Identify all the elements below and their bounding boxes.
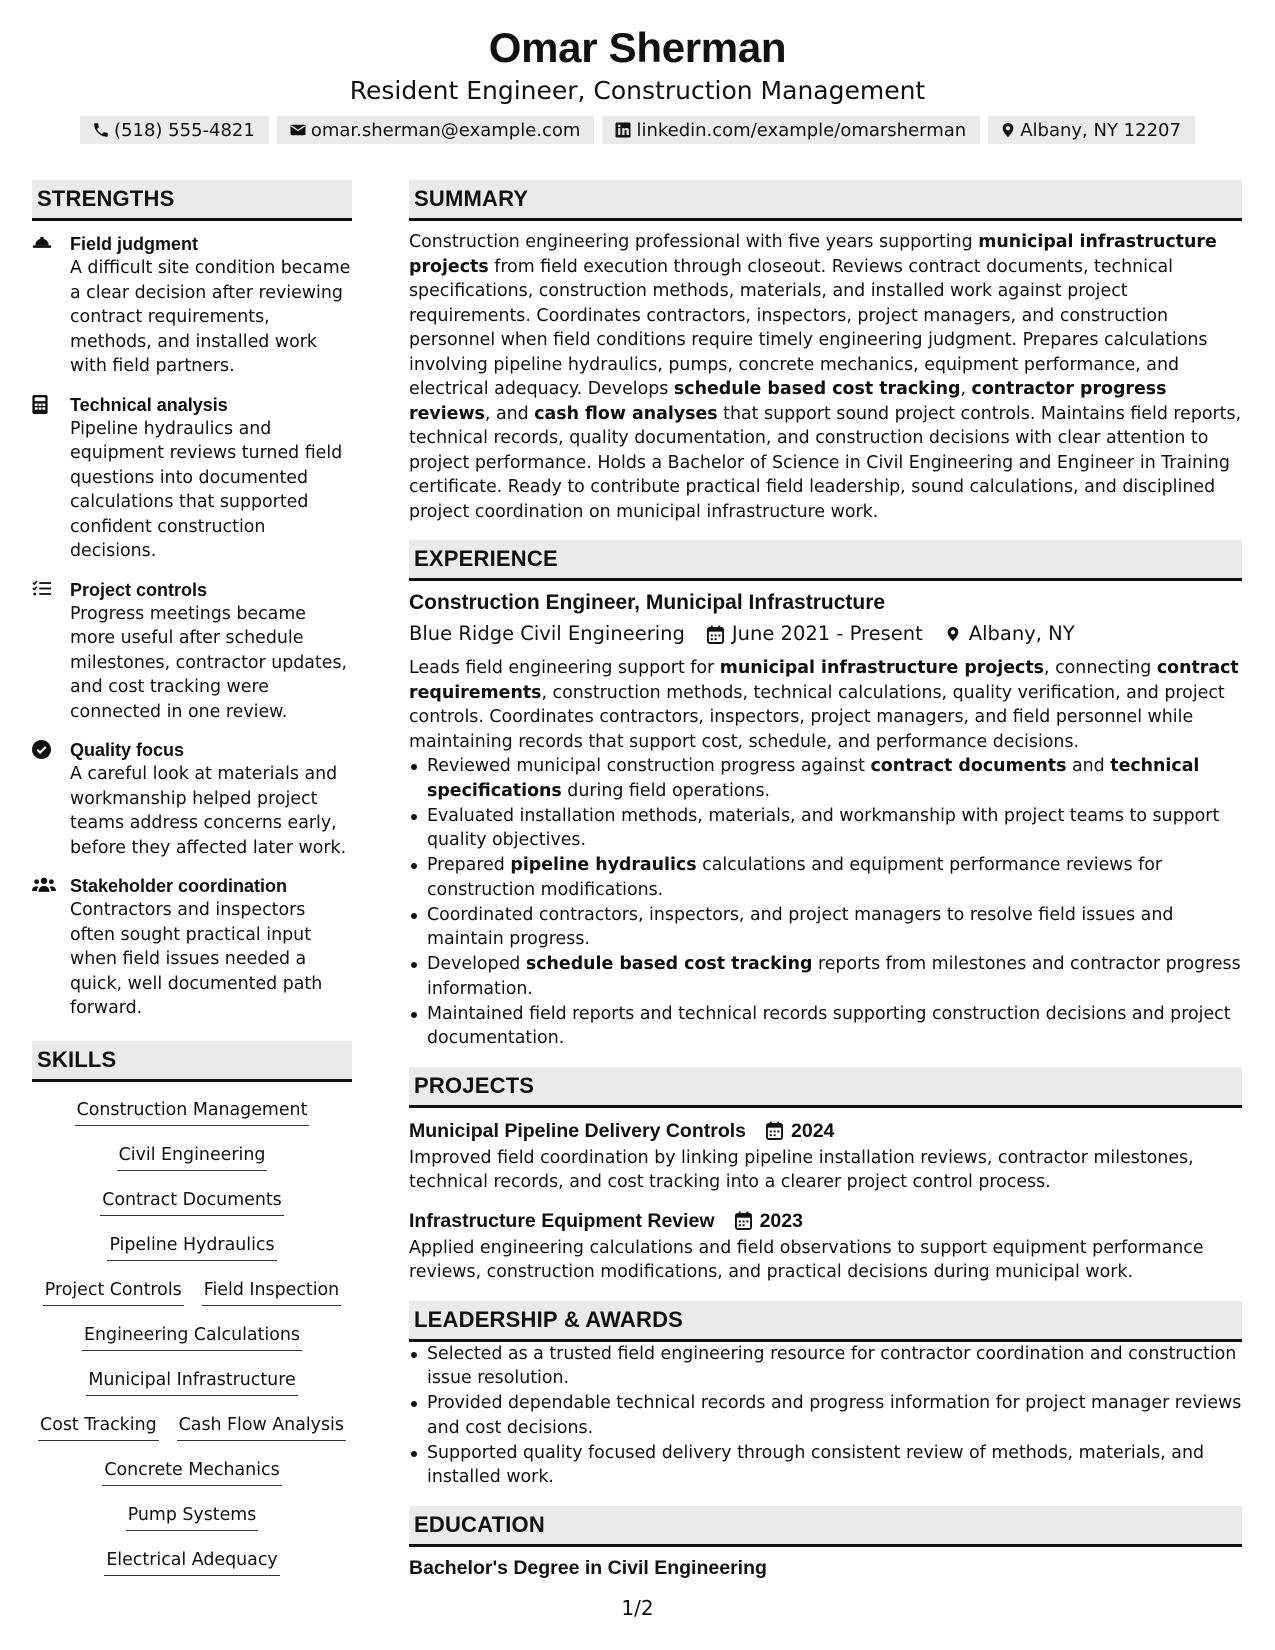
experience-heading: EXPERIENCE [409,540,1242,581]
skill-tag: Concrete Mechanics [102,1458,281,1486]
strength-item [32,738,352,860]
hard-hat-icon [32,234,52,250]
resume-header [0,22,1275,144]
leadership-list [409,1342,1242,1490]
list-item: Maintained field reports and technical records supporting construction decisions and project documentation. [409,1002,1242,1051]
phone-text: (518) 555-4821 [114,119,255,141]
candidate-name: Omar Sherman [488,24,787,71]
list-item: Evaluated installation methods, materials, and workmanship with project teams to support quality objectives. [409,804,1242,853]
project-item [409,1208,1242,1285]
project-year: 2023 [759,1209,803,1232]
phone-icon [92,121,110,139]
strength-item [32,578,352,725]
strength-title: Project controls [70,579,208,600]
candidate-role: Resident Engineer, Construction Management [349,76,926,105]
skill-tag: Pump Systems [126,1503,259,1531]
contact-phone[interactable] [80,116,269,144]
envelope-icon [289,121,307,139]
skill-tag: Pipeline Hydraulics [107,1233,276,1261]
job-company: Blue Ridge Civil Engineering [409,622,685,645]
job-meta [409,620,1242,648]
skill-tag: Engineering Calculations [82,1323,302,1351]
project-text: Improved field coordination by linking pipeline installation reviews, contractor milestones, technical records, and cost tracking into a clearer project control process. [409,1147,1194,1192]
job-bullets [409,754,1242,1051]
strength-title: Technical analysis [70,394,228,415]
calendar-icon [766,1121,783,1140]
calculator-icon [32,395,48,414]
project-text: Applied engineering calculations and field observations to support equipment performance reviews, construction modifications, and practical decisions during municipal work. [409,1237,1204,1282]
calendar-icon [735,1211,752,1230]
strength-title: Field judgment [70,234,198,254]
project-title: Municipal Pipeline Delivery Controls [409,1119,746,1142]
strength-title: Stakeholder coordination [70,876,288,896]
skill-tag: Field Inspection [202,1278,342,1306]
project-year: 2024 [791,1119,835,1142]
projects-list [409,1118,1242,1285]
skill-tag: Contract Documents [100,1188,284,1216]
project-title: Infrastructure Equipment Review [409,1209,715,1232]
skills-list [32,1098,352,1593]
strength-item [32,874,352,1021]
summary-text: Construction engineering professional with five years supporting municipal infrastructure projects from field execution through closeout. Reviews contract documents, technical specifications, construction methods, materials, and installed work against project requirements. Coordinates contractors, inspectors, project managers, and construction personnel when field conditions require timely engineering judgment. Prepares calculations involving pipeline hydraulics, pumps, concrete mechanics, equipment performance, and electrical adequacy. Develops schedule based cost tracking, contractor progress reviews, and cash flow analyses that support sound project controls. Maintains field reports, technical records, quality documentation, and construction decisions with clear attention to project performance. Holds a Bachelor of Science in Civil Engineering and Engineer in Training certificate. Ready to contribute practical field leadership, sound calculations, and disciplined project coordination on municipal infrastructure work. [409,232,1242,522]
strengths-list [32,232,352,1021]
map-pin-icon [945,624,961,644]
check-circle-icon [32,740,51,759]
calendar-icon [707,625,724,644]
strength-item [32,393,352,564]
users-icon [32,876,56,893]
contact-location [988,116,1195,144]
list-item: Coordinated contractors, inspectors, and project managers to resolve field issues and maintain progress. [409,903,1242,952]
skills-heading: SKILLS [32,1041,352,1082]
job-location: Albany, NY [968,622,1075,645]
contact-linkedin[interactable] [602,116,980,144]
skill-tag: Municipal Infrastructure [86,1368,297,1396]
strength-item [32,232,352,379]
contact-email[interactable] [277,116,595,144]
job-description: Leads field engineering support for municipal infrastructure projects, connecting contract requirements, construction methods, technical calculations, quality verification, and project controls. Coordinates contractors, inspectors, project managers, and field personnel while maintaining records that support cost, schedule, and performance decisions. [409,658,1239,752]
strength-text: Contractors and inspectors often sought practical input when field issues needed a quick, well documented path forward. [70,900,323,1018]
skill-tag: Civil Engineering [117,1143,268,1171]
job-title: Construction Engineer, Municipal Infrastructure [409,591,886,614]
strength-text: A careful look at materials and workmanship helped project teams address concerns early, before they affected later work. [70,764,347,858]
list-item: Provided dependable technical records and progress information for project manager reviews and cost decisions. [409,1391,1242,1440]
linkedin-icon [614,121,632,139]
skill-tag: Construction Management [75,1098,310,1126]
linkedin-text: linkedin.com/example/omarsherman [636,119,967,141]
list-item: Prepared pipeline hydraulics calculations and equipment performance reviews for construction modifications. [409,853,1242,902]
projects-heading: PROJECTS [409,1067,1242,1108]
skill-tag: Cash Flow Analysis [177,1413,346,1441]
list-item: Reviewed municipal construction progress against contract documents and technical specifications during field operations. [409,754,1242,803]
job-entry [409,589,1242,1051]
map-pin-icon [1000,121,1016,139]
strength-title: Quality focus [70,740,185,760]
checklist-icon [32,580,52,597]
strength-text: Progress meetings became more useful after schedule milestones, contractor updates, and cost tracking were connected in one review. [70,603,348,722]
list-item: Developed schedule based cost tracking reports from milestones and contractor progress information. [409,952,1242,1001]
education-heading: EDUCATION [409,1506,1242,1547]
list-item: Supported quality focused delivery through consistent review of methods, materials, and installed work. [409,1441,1242,1490]
email-text: omar.sherman@example.com [310,119,581,141]
location-text: Albany, NY 12207 [1020,119,1181,141]
skill-tag: Electrical Adequacy [104,1548,279,1576]
job-dates: June 2021 - Present [731,622,923,645]
contact-bar [0,116,1275,144]
education-degree: Bachelor's Degree in Civil Engineering [409,1556,767,1579]
left-column [32,180,352,1593]
project-item [409,1118,1242,1195]
strengths-heading: STRENGTHS [32,180,352,221]
page-number: 1/2 [621,1596,654,1620]
right-column [409,180,1242,1581]
summary-heading: SUMMARY [409,180,1242,221]
skill-tag: Cost Tracking [38,1413,159,1441]
skill-tag: Project Controls [43,1278,184,1306]
strength-text: A difficult site condition became a clear decision after reviewing contract requirements, methods, and installed work with field partners. [70,258,351,376]
strength-text: Pipeline hydraulics and equipment reviews turned field questions into documented calculations that supported confident construction decisions. [70,418,343,561]
list-item: Selected as a trusted field engineering resource for contractor coordination and construction issue resolution. [409,1342,1242,1391]
leadership-heading: LEADERSHIP & AWARDS [409,1301,1242,1342]
